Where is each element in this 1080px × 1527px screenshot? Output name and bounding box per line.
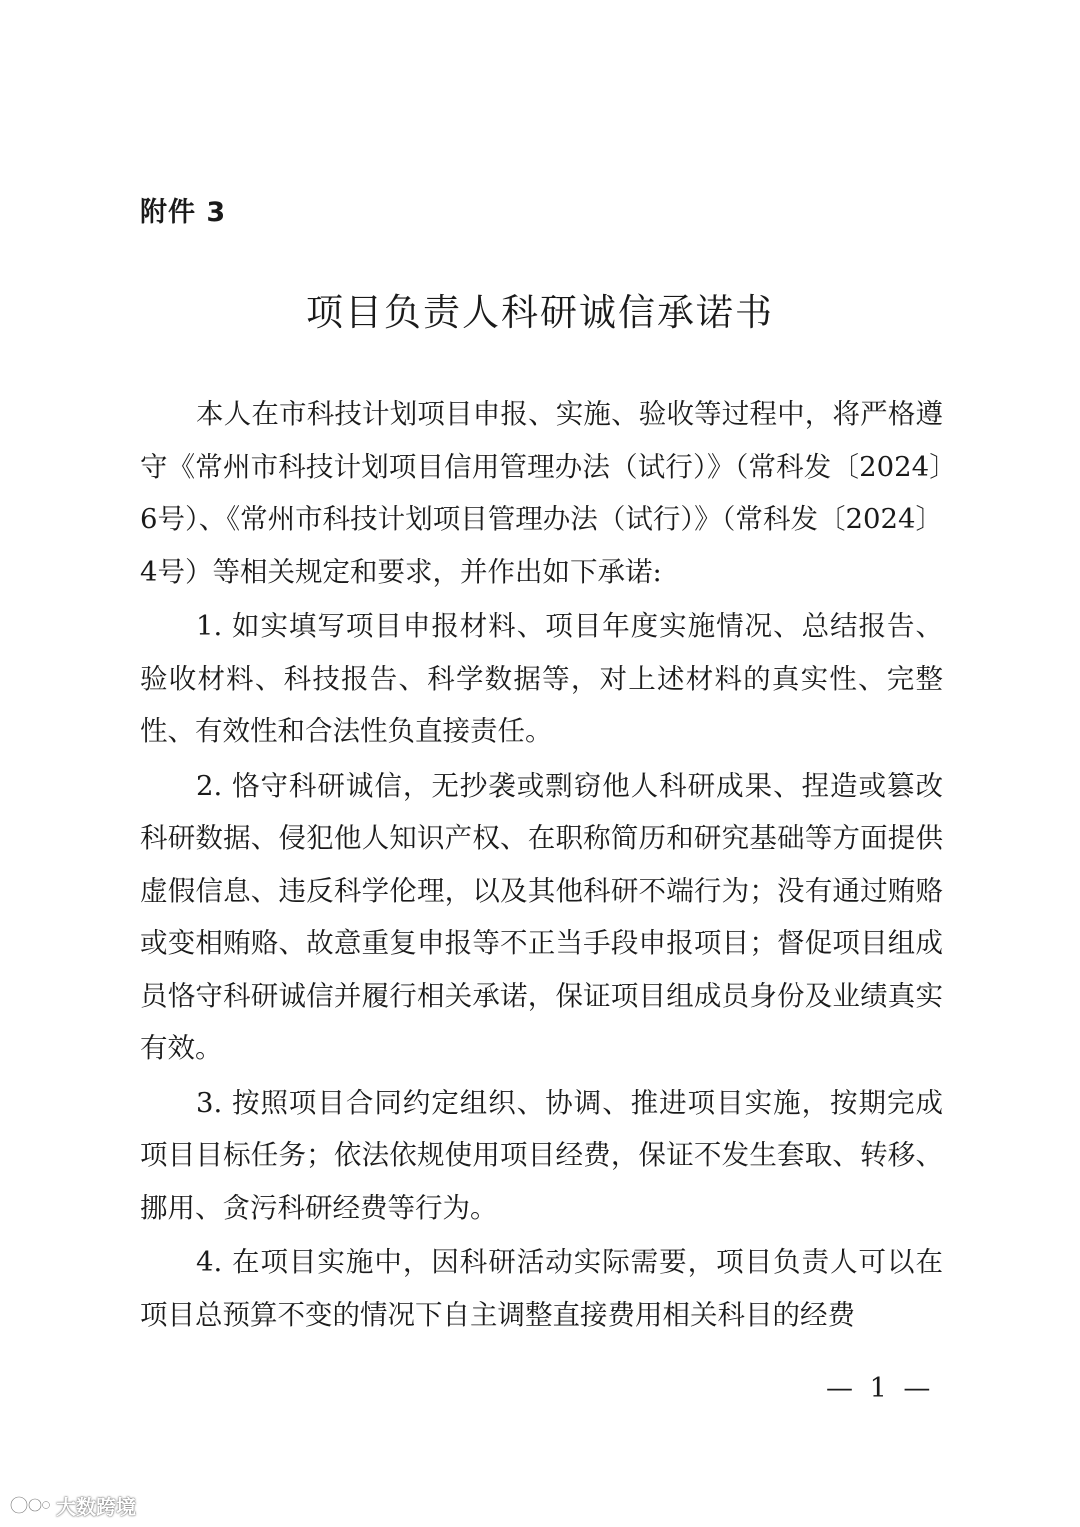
paragraph-commitment-3: 3. 按照项目合同约定组织、协调、推进项目实施，按期完成项目目标任务；依法依规使用项目经费，保证不发生套取、转移、挪用、贪污科研经费等行为。	[140, 1086, 943, 1224]
page-number: — 1 —	[826, 1373, 935, 1404]
brand-logo-icon	[8, 1492, 52, 1518]
paragraph-commitment-1: 1. 如实填写项目申报材料、项目年度实施情况、总结报告、验收材料、科技报告、科学数据等，对上述材料的真实性、完整性、有效性和合法性负直接责任。	[140, 610, 943, 747]
paragraph-intro: 本人在市科技计划项目申报、实施、验收等过程中，将严格遵守《常州市科技计划项目信用管理办法（试行）》（常科发〔2024〕6号）、《常州市科技计划项目管理办法（试行）》（常科发〔2024〕4号）等相关规定和要求，并作出如下承诺:	[140, 398, 943, 588]
watermark-text: 大数跨境	[56, 1494, 136, 1519]
document-title: 项目负责人科研诚信承诺书	[306, 291, 774, 334]
watermark	[8, 1490, 136, 1520]
attachment-label: 附件 3	[140, 197, 227, 228]
document-body	[140, 388, 943, 1343]
paragraph-commitment-2: 2. 恪守科研诚信，无抄袭或剽窃他人科研成果、捏造或篡改科研数据、侵犯他人知识产权、在职称简历和研究基础等方面提供虚假信息、违反科学伦理，以及其他科研不端行为；没有通过贿赂或变相贿赂、故意重复申报等不正当手段申报项目；督促项目组成员恪守科研诚信并履行相关承诺，保证项目组成员身份及业绩真实有效。	[140, 769, 943, 1064]
paragraph-commitment-4: 4. 在项目实施中，因科研活动实际需要，项目负责人可以在项目总预算不变的情况下自主调整直接费用相关科目的经费	[140, 1246, 943, 1331]
